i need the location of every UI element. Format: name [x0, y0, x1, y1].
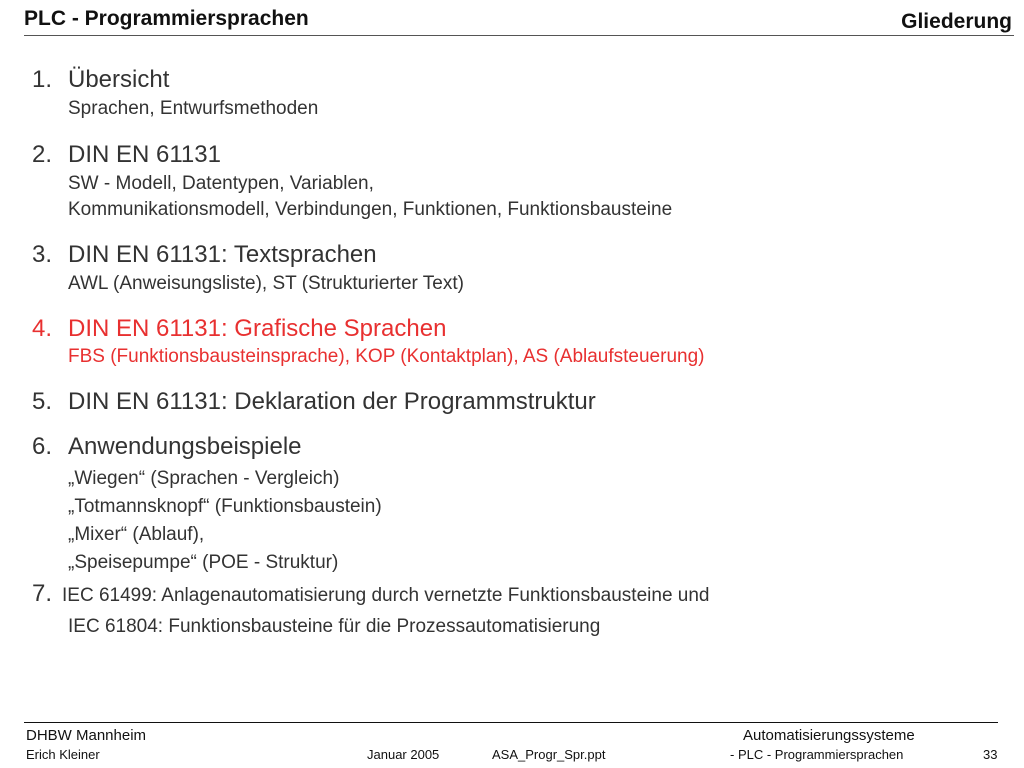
footer-page-number: 33: [983, 747, 998, 762]
outline-item-detail: IEC 61804: Funktionsbausteine für die Prozessautomatisierung: [68, 616, 601, 637]
outline-item-detail: „Wiegen“ (Sprachen - Vergleich): [68, 468, 340, 489]
outline-item-title: DIN EN 61131: [68, 141, 221, 168]
outline-item-number-current: 4.: [32, 315, 53, 342]
outline-item-detail: Sprachen, Entwurfsmethoden: [68, 98, 319, 119]
outline-item-number: 3.: [32, 241, 53, 268]
outline-item-detail: AWL (Anweisungsliste), ST (Strukturierter Text): [68, 273, 464, 294]
footer-filename: ASA_Progr_Spr.ppt: [492, 747, 606, 762]
outline-item-title: Übersicht: [68, 66, 170, 93]
footer-course: Automatisierungssysteme: [743, 727, 915, 744]
outline-item-detail: „Totmannsknopf“ (Funktionsbaustein): [68, 496, 382, 517]
outline-item-number: 6.: [32, 433, 53, 460]
outline-item-number: 2.: [32, 141, 53, 168]
outline-item-title-current: DIN EN 61131: Grafische Sprachen: [68, 315, 447, 342]
slide-header-title: PLC - Programmiersprachen: [24, 7, 309, 30]
outline-item-detail: „Mixer“ (Ablauf),: [68, 524, 205, 545]
outline-item-title: DIN EN 61131: Textsprachen: [68, 241, 377, 268]
outline-item-number: 1.: [32, 66, 53, 93]
outline-item-title: DIN EN 61131: Deklaration der Programmstruktur: [68, 388, 596, 415]
footer-date: Januar 2005: [367, 747, 440, 762]
outline-item-detail: „Speisepumpe“ (POE - Struktur): [68, 552, 339, 573]
header-divider: [24, 35, 1014, 36]
footer-author: Erich Kleiner: [26, 747, 100, 762]
outline-item-detail: Kommunikationsmodell, Verbindungen, Funktionen, Funktionsbausteine: [68, 199, 673, 220]
outline-item-title: IEC 61499: Anlagenautomatisierung durch vernetzte Funktionsbausteine und: [62, 585, 710, 606]
outline-item-number: 7.: [32, 580, 53, 607]
footer-divider: [24, 722, 998, 723]
outline-item-number: 5.: [32, 388, 53, 415]
footer-course-subtitle: - PLC - Programmiersprachen: [730, 747, 904, 762]
footer-institution: DHBW Mannheim: [26, 727, 147, 744]
outline-item-detail-current: FBS (Funktionsbausteinsprache), KOP (Kontaktplan), AS (Ablaufsteuerung): [68, 346, 705, 367]
slide-section-title: Gliederung: [901, 10, 1012, 33]
outline-item-detail: SW - Modell, Datentypen, Variablen,: [68, 173, 374, 194]
outline-item-title: Anwendungsbeispiele: [68, 433, 302, 460]
